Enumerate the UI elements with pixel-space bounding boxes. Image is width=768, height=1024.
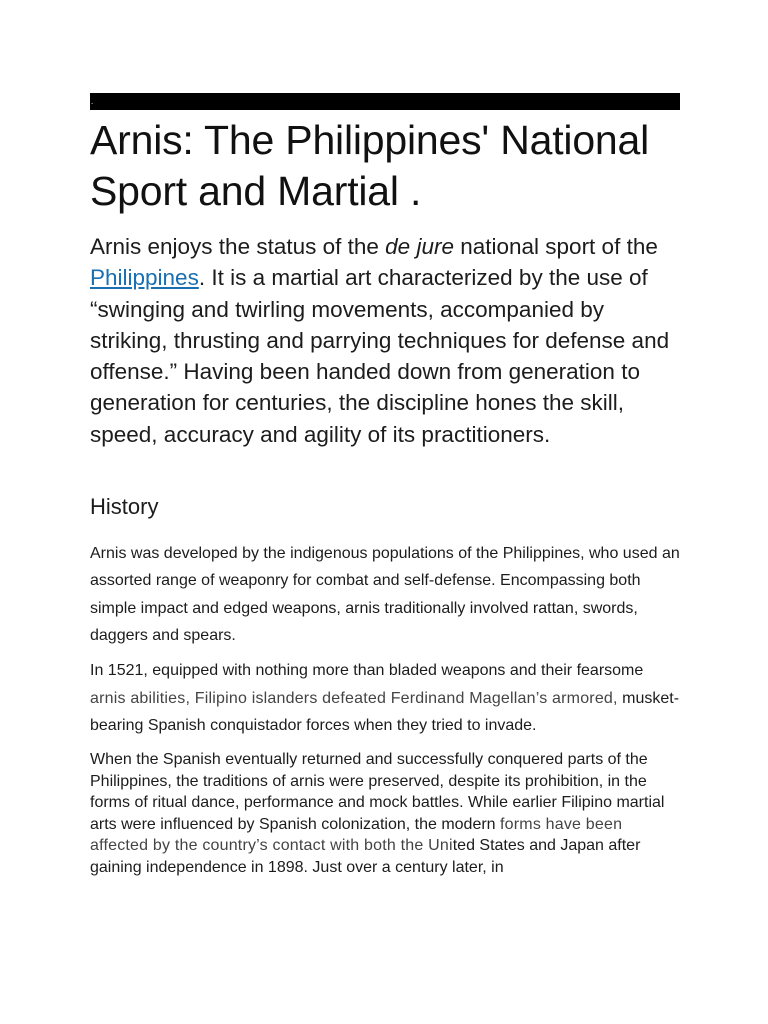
- intro-paragraph: [90, 231, 680, 450]
- article-title: Arnis: The Philippines' National Sport and Martial .: [90, 117, 650, 214]
- history-paragraph-1: Arnis was developed by the indigenous populations of the Philippines, who used an assorted range of weaponry for combat and self-defense. Encompassing both simple impact and edged weapons, arnis traditionally involved rattan, swords, daggers and spears.: [90, 545, 680, 644]
- history-p2-text-3: musket-bearing Spanish conquistador forces when they tried to invade.: [90, 689, 680, 734]
- history-p2-text-2: arnis abilities, Filipino islanders defeated Ferdinand Magellan’s armored,: [90, 689, 618, 707]
- intro-text-1: Arnis enjoys the status of the: [90, 234, 386, 259]
- history-paragraph-2: [90, 657, 680, 739]
- philippines-link[interactable]: Philippines: [90, 265, 199, 291]
- history-p3-text-1: When the Spanish eventually returned and successfully conquered parts of the Philippines, the traditions of arnis were preserved, despite its prohibition, in the forms of ritual dance, performance and mock battles. While earlier Filipino martial arts were influenced by Spanish colonization, the modern: [90, 751, 665, 833]
- intro-emphasis: de jure: [385, 234, 454, 259]
- history-p3-text-3: ted States and Japan after gaining independence in 1898. Just over a century later, in: [90, 837, 641, 876]
- history-p3-text-2: forms have been affected by the country’s contact with both the Uni: [90, 815, 623, 855]
- history-paragraph-3: [90, 749, 680, 878]
- history-heading: History: [90, 494, 159, 520]
- history-p2-text-1: In 1521, equipped with nothing more than bladed weapons and their fearsome: [90, 662, 644, 680]
- top-black-bar: [90, 93, 680, 110]
- intro-text-3: . It is a martial art characterized by the use of “swinging and twirling movements, accompanied by striking, thrusting and parrying techniques for defense and offense.” Having been handed down from generation to generation for centuries, the discipline hones the skill, speed, accuracy and agility of its practitioners.: [90, 265, 670, 447]
- document-page: [90, 93, 680, 878]
- top-bar-text: .: [91, 97, 94, 106]
- intro-text-2: national sport of the: [453, 234, 658, 259]
